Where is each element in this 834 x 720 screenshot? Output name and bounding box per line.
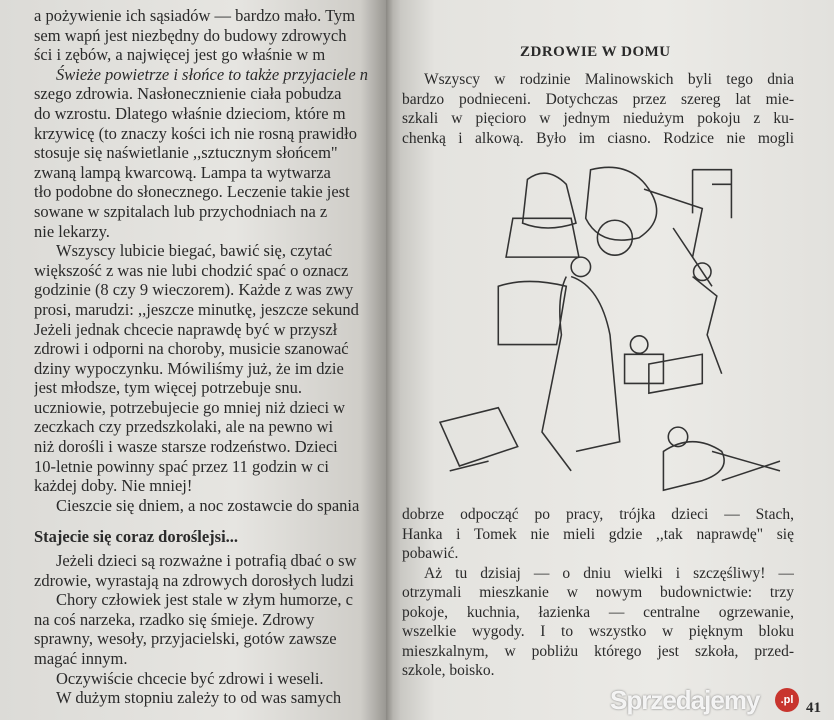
text-line: godzinie (8 czy 9 wieczorem). Każde z was zwy bbox=[34, 280, 354, 300]
text-line: Wszyscy w rodzinie Malinowskich byli tego dnia bbox=[424, 71, 794, 88]
watermark-badge: .pl bbox=[775, 688, 799, 712]
text-line: niż dorośli i wasze starsze rodzeństwo. Dzieci bbox=[34, 437, 338, 457]
section-heading: Stajecie się coraz doroślejsi... bbox=[34, 527, 239, 547]
text-line: Hanka i Tomek nie mieli gdzie ,,tak naprawdę" się bbox=[402, 525, 794, 543]
text-line: 10-letnie powinny spać przez 11 godzin w ci bbox=[34, 456, 329, 476]
text-line: bardzo podnieceni. Dotychczas przez szereg lat mie- bbox=[402, 90, 794, 108]
text-line: Cieszcie się dniem, a noc zostawcie do spania bbox=[56, 495, 360, 515]
text-line: chenką i alkową. Było im ciasno. Rodzice nie mogli bbox=[402, 129, 794, 147]
text-line: Świeże powietrze i słońce to także przyjaciele n bbox=[56, 64, 369, 84]
text-line: dziny wypoczynku. Mówiliśmy już, że im dzie bbox=[34, 358, 344, 378]
text-line: magać innym. bbox=[34, 649, 128, 668]
text-line: prosi, marudzi: ,,jeszcze minutkę, jeszcze sekund bbox=[34, 299, 359, 319]
text-line: dobrze odpocząć po pracy, trójka dzieci — Stach, bbox=[402, 506, 794, 523]
text-line: każdej doby. Nie mniej! bbox=[34, 476, 193, 496]
text-line: Oczywiście chcecie być zdrowi i weseli. bbox=[56, 668, 324, 688]
text-line: Wszyscy lubicie biegać, bawić się, czytać bbox=[56, 241, 333, 261]
text-line: Chory człowiek jest stale w złym humorze, c bbox=[56, 590, 353, 610]
text-line: mieszkalnym, w pobliżu którego jest szkoła, przed- bbox=[402, 642, 794, 660]
text-line: sem wapń jest niezbędny do budowy zdrowych bbox=[34, 25, 347, 45]
text-line: jest młodsze, tym więcej potrzebuje snu. bbox=[34, 378, 303, 398]
text-line: pokoje, kuchnia, łazienka — centralne ogrzewanie, bbox=[402, 603, 794, 621]
family-moving-illustration bbox=[415, 160, 805, 500]
text-line: otrzymali mieszkanie w nowym budownictwie: trzy bbox=[402, 584, 794, 601]
text-line: do wzrostu. Dlatego właśnie dzieciom, które m bbox=[34, 103, 346, 123]
text-line: zdrowi i odporni na choroby, musicie szanować bbox=[34, 339, 349, 359]
right-page bbox=[400, 0, 834, 720]
text-line: krzywicę (to znaczy kości ich nie rosną prawidło bbox=[34, 123, 357, 143]
text-line: uczniowie, potrzebujecie go mniej niż dzieci w bbox=[34, 397, 346, 417]
text-line: ści i zębów, a najwięcej jest go właśnie w m bbox=[34, 45, 326, 65]
page-number: 41 bbox=[806, 700, 821, 716]
text-line: nie lekarzy. bbox=[34, 221, 110, 241]
text-line: szkole, boisko. bbox=[402, 662, 495, 679]
right-page-text-bottom bbox=[402, 505, 794, 681]
text-line: Aż tu dzisiaj — o dniu wielki i szczęśliwy! — bbox=[424, 564, 794, 582]
text-line: Jeżeli jednak chcecie naprawdę być w przyszł bbox=[34, 319, 338, 339]
text-line: stosuje się naświetlanie ,,sztucznym słońcem" bbox=[34, 143, 338, 163]
right-page-text-top bbox=[402, 70, 794, 148]
text-line: W dużym stopniu zależy to od was samych bbox=[56, 688, 342, 708]
text-line: a pożywienie ich sąsiadów — bardzo mało. Tym bbox=[34, 6, 356, 25]
text-line: tło podobne do słonecznego. Leczenie takie jest bbox=[34, 182, 350, 202]
watermark-logo: Sprzedajemy bbox=[610, 685, 760, 715]
text-line: wszelkie wygody. I to wszystko w pięknym bloku bbox=[402, 623, 794, 640]
text-line: szkali w pięcioro w jednym niedużym pokoju z ku- bbox=[402, 110, 794, 127]
text-line: zwaną lampą kwarcową. Lampa ta wytwarza bbox=[34, 162, 331, 182]
text-line: zdrowie, wyrastają na zdrowych dorosłych ludzi bbox=[34, 570, 354, 590]
text-line: sowane w szpitalach lub przychodniach na z bbox=[34, 201, 328, 221]
left-page bbox=[0, 0, 392, 720]
chapter-title: ZDROWIE W DOMU bbox=[520, 44, 671, 60]
text-line: Jeżeli dzieci są rozważne i potrafią dbać o sw bbox=[56, 551, 357, 571]
text-line: na coś narzeka, rzadko się śmieje. Zdrowy bbox=[34, 609, 315, 629]
text-line: pobawić. bbox=[402, 545, 459, 562]
text-line: sprawny, wesoły, przyjacielski, gotów zawsze bbox=[34, 629, 337, 649]
text-line: większość z was nie lubi chodzić spać o oznacz bbox=[34, 260, 349, 280]
text-line: szego zdrowia. Nasłonecznienie ciała pobudza bbox=[34, 84, 342, 104]
left-page-text bbox=[34, 6, 386, 708]
text-line: zeczkach czy przedszkolaki, ale na pewno wi bbox=[34, 417, 334, 437]
